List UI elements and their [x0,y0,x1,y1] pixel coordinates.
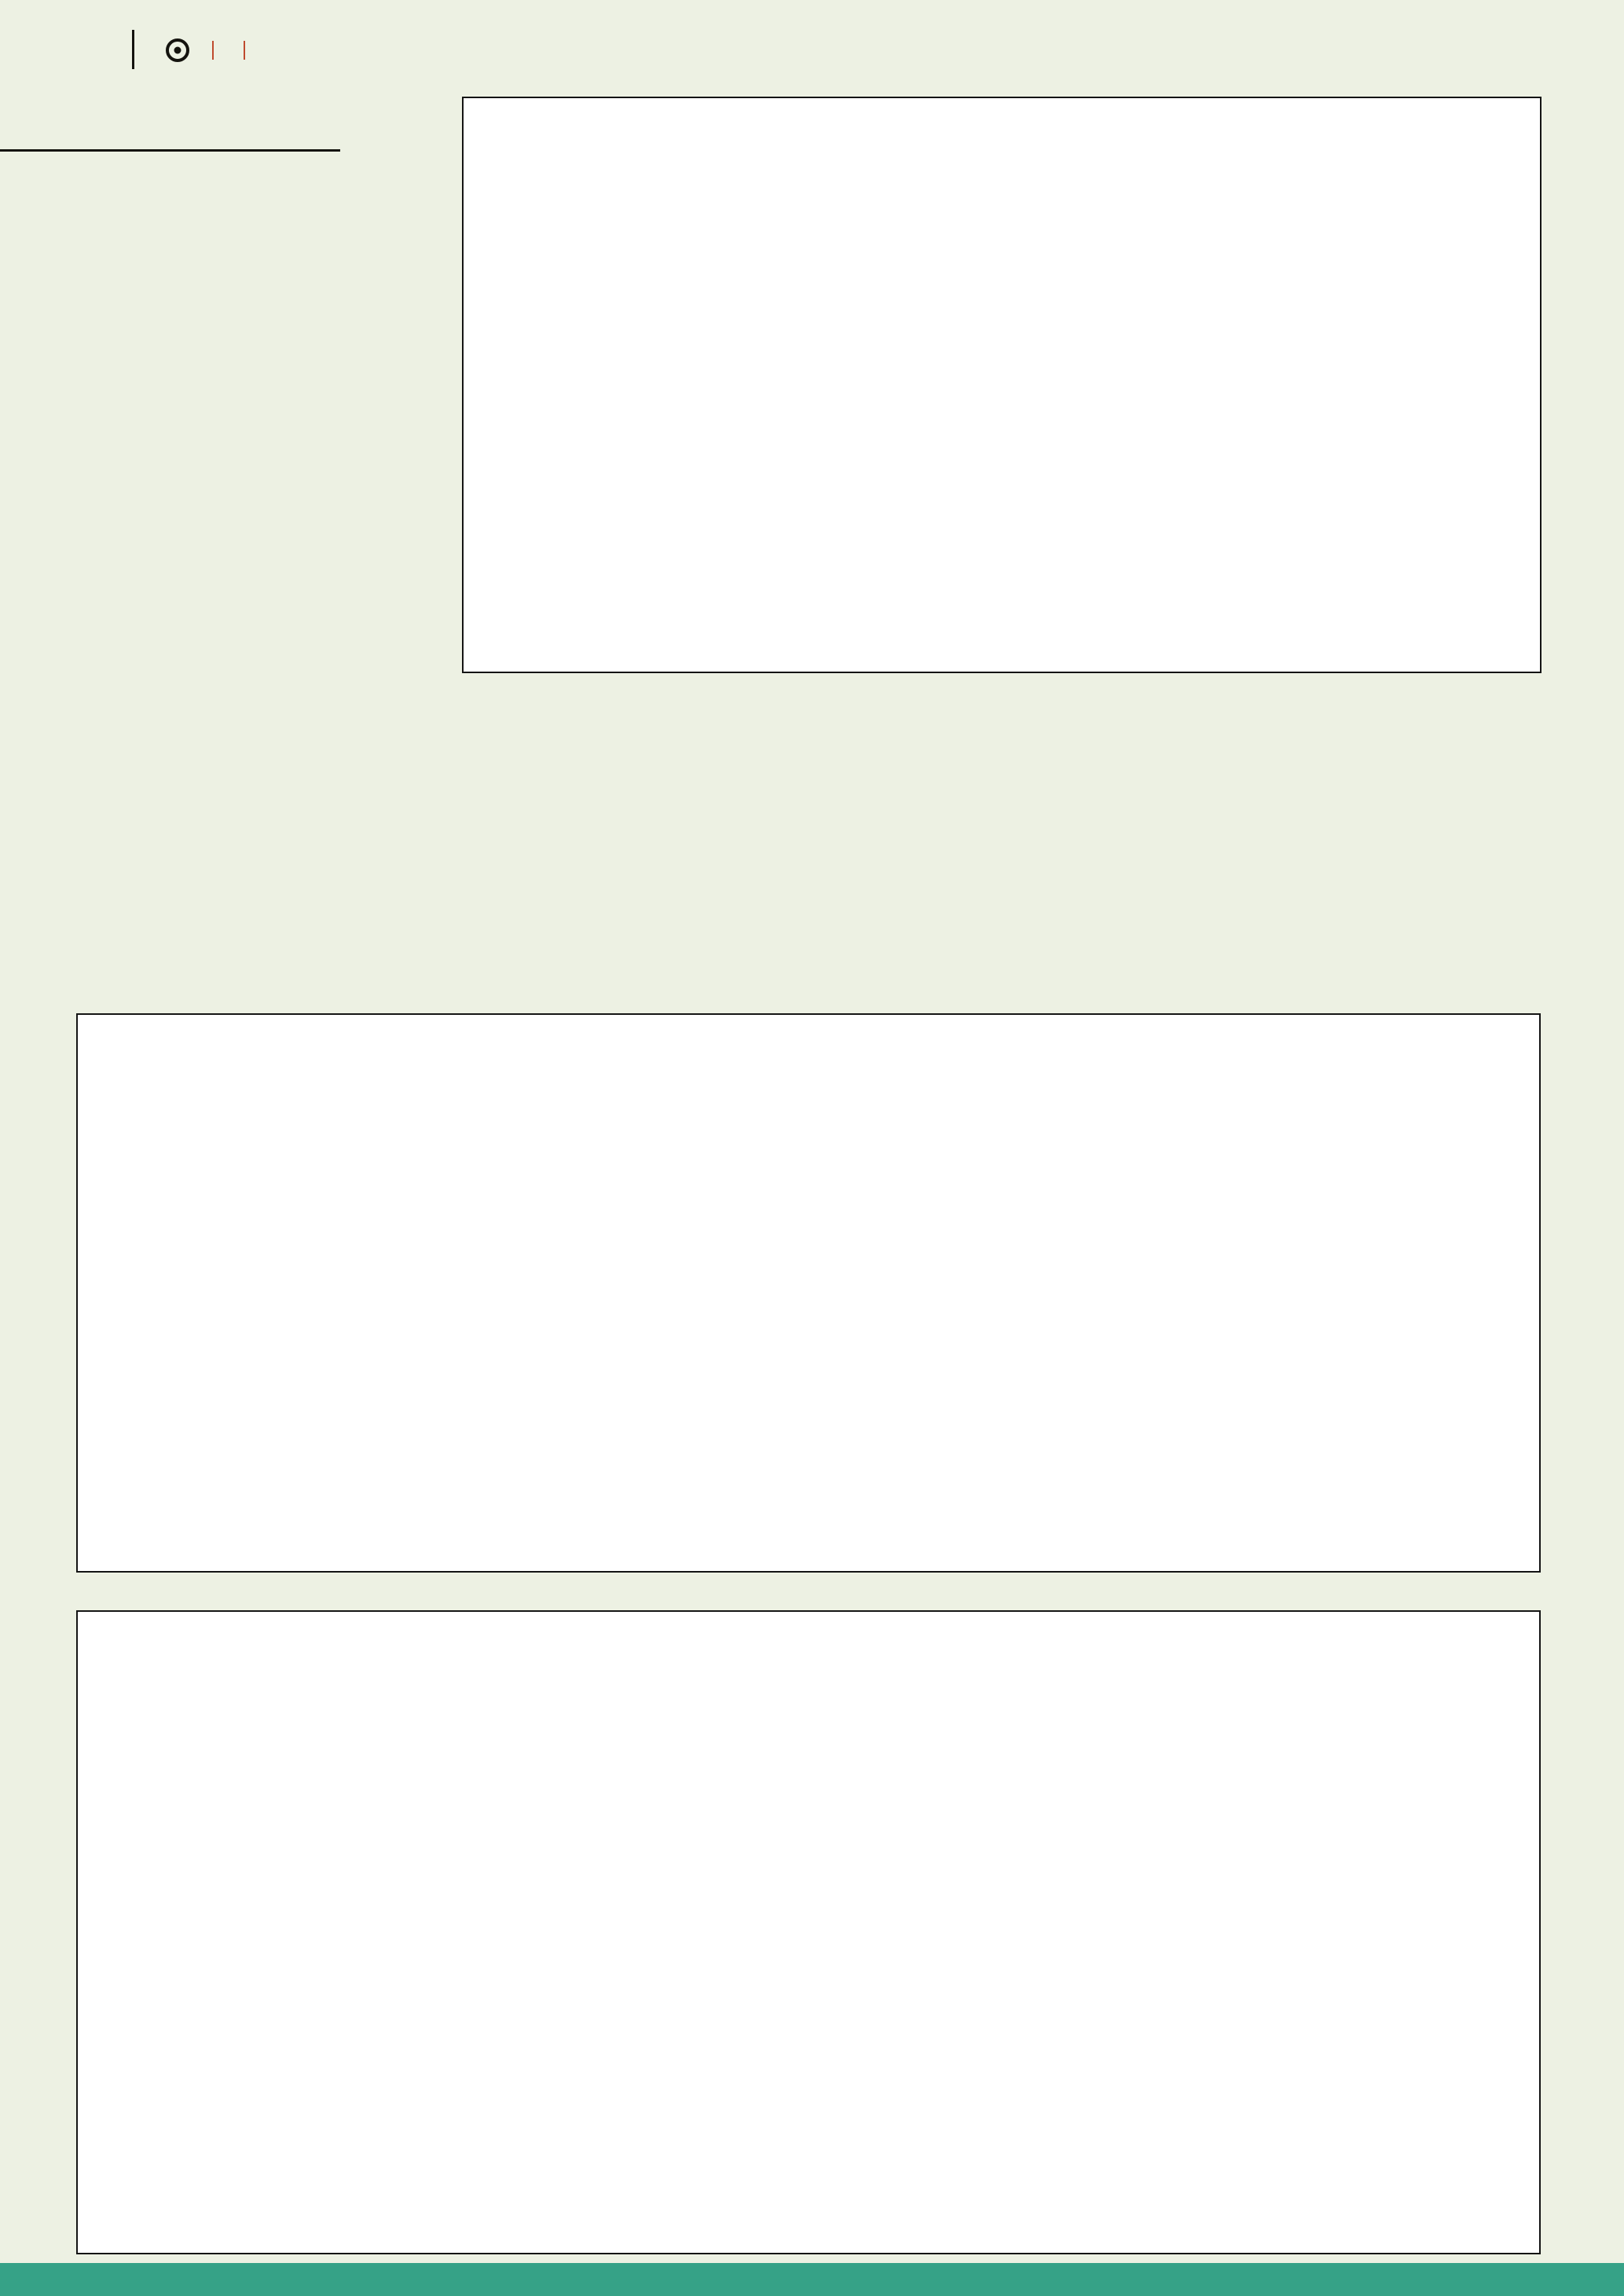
instore-logo-icon [165,38,190,63]
header-divider [132,30,134,69]
quick-healthy-chart-box [76,1610,1541,2254]
header-separator [212,41,214,60]
value-share-panel [1009,214,1532,229]
header-rule [0,149,340,152]
article-column-4 [1205,690,1543,701]
article-column-2 [467,690,805,701]
green-enthusiasts-chart-box [76,1013,1541,1573]
article-column-3 [836,690,1174,701]
header [165,35,260,66]
header-separator [244,41,245,60]
footer-band [0,2263,1624,2296]
trips-share-panel [475,214,998,229]
top-chart-box [462,97,1542,673]
plot-area [109,1125,1511,1565]
article-column-1 [89,241,434,253]
plot-area [109,1730,1511,2248]
